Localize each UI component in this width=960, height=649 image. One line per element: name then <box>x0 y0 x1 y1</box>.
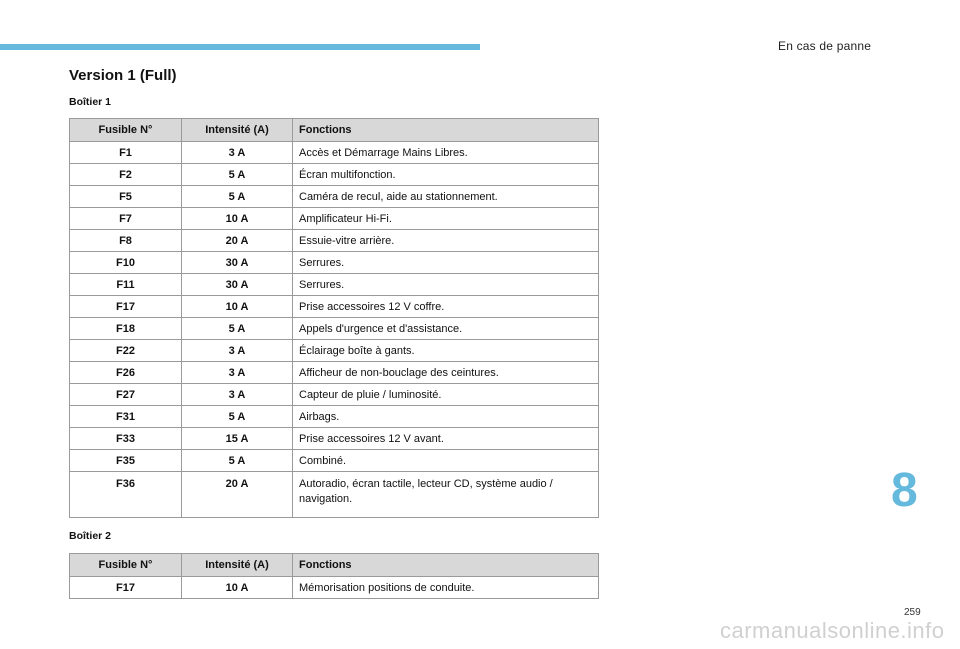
fuse-number-cell: F35 <box>70 450 182 472</box>
amperage-cell: 3 A <box>182 362 293 384</box>
function-cell: Éclairage boîte à gants. <box>293 340 599 362</box>
fuse-number-cell: F10 <box>70 252 182 274</box>
table-row <box>70 428 599 450</box>
column-header-functions: Fonctions <box>293 554 599 577</box>
table-row <box>70 274 599 296</box>
fuse-number-cell: F2 <box>70 164 182 186</box>
fuse-number-cell: F18 <box>70 318 182 340</box>
amperage-cell: 5 A <box>182 406 293 428</box>
table-row <box>70 208 599 230</box>
amperage-cell: 5 A <box>182 186 293 208</box>
table-row <box>70 186 599 208</box>
table-row <box>70 362 599 384</box>
amperage-cell: 20 A <box>182 472 293 518</box>
function-cell: Mémorisation positions de conduite. <box>293 577 599 599</box>
chapter-number: 8 <box>891 464 918 517</box>
column-header-functions: Fonctions <box>293 119 599 142</box>
fuse-number-cell: F7 <box>70 208 182 230</box>
fuse-number-cell: F1 <box>70 142 182 164</box>
box1-fuse-table <box>69 118 599 518</box>
fuse-number-cell: F33 <box>70 428 182 450</box>
table-row <box>70 577 599 599</box>
fuse-number-cell: F36 <box>70 472 182 518</box>
amperage-cell: 3 A <box>182 340 293 362</box>
function-cell: Prise accessoires 12 V coffre. <box>293 296 599 318</box>
fuse-number-cell: F22 <box>70 340 182 362</box>
table-row <box>70 164 599 186</box>
box2-fuse-table <box>69 553 599 599</box>
fuse-number-cell: F27 <box>70 384 182 406</box>
chapter-title: En cas de panne <box>778 39 872 53</box>
amperage-cell: 5 A <box>182 164 293 186</box>
watermark: carmanualsonline.info <box>720 618 945 643</box>
fuse-number-cell: F11 <box>70 274 182 296</box>
amperage-cell: 5 A <box>182 450 293 472</box>
column-header-amperage: Intensité (A) <box>182 119 293 142</box>
amperage-cell: 3 A <box>182 384 293 406</box>
function-cell: Accès et Démarrage Mains Libres. <box>293 142 599 164</box>
table-row <box>70 296 599 318</box>
table-row <box>70 384 599 406</box>
fuse-number-cell: F17 <box>70 577 182 599</box>
table-row <box>70 142 599 164</box>
function-cell: Capteur de pluie / luminosité. <box>293 384 599 406</box>
amperage-cell: 15 A <box>182 428 293 450</box>
table-row <box>70 340 599 362</box>
function-cell: Amplificateur Hi-Fi. <box>293 208 599 230</box>
fuse-number-cell: F26 <box>70 362 182 384</box>
function-cell: Essuie-vitre arrière. <box>293 230 599 252</box>
column-header-fuse: Fusible N° <box>70 554 182 577</box>
amperage-cell: 20 A <box>182 230 293 252</box>
function-cell: Afficheur de non-bouclage des ceintures. <box>293 362 599 384</box>
amperage-cell: 3 A <box>182 142 293 164</box>
function-cell: Serrures. <box>293 252 599 274</box>
table-header-row <box>70 554 599 577</box>
amperage-cell: 5 A <box>182 318 293 340</box>
page-number: 259 <box>904 607 921 618</box>
fuse-number-cell: F5 <box>70 186 182 208</box>
box2-label: Boîtier 2 <box>69 530 112 542</box>
column-header-amperage: Intensité (A) <box>182 554 293 577</box>
function-cell: Serrures. <box>293 274 599 296</box>
table-row <box>70 230 599 252</box>
function-cell: Caméra de recul, aide au stationnement. <box>293 186 599 208</box>
function-cell: Airbags. <box>293 406 599 428</box>
function-cell: Appels d'urgence et d'assistance. <box>293 318 599 340</box>
amperage-cell: 10 A <box>182 208 293 230</box>
table-row <box>70 318 599 340</box>
table-row <box>70 472 599 518</box>
table-row <box>70 252 599 274</box>
function-cell: Autoradio, écran tactile, lecteur CD, système audio / navigation. <box>293 472 599 518</box>
chapter-accent-bar <box>0 44 480 50</box>
column-header-fuse: Fusible N° <box>70 119 182 142</box>
amperage-cell: 10 A <box>182 296 293 318</box>
function-cell: Prise accessoires 12 V avant. <box>293 428 599 450</box>
amperage-cell: 30 A <box>182 274 293 296</box>
amperage-cell: 10 A <box>182 577 293 599</box>
box1-label: Boîtier 1 <box>69 96 112 108</box>
fuse-number-cell: F8 <box>70 230 182 252</box>
function-cell: Combiné. <box>293 450 599 472</box>
fuse-number-cell: F31 <box>70 406 182 428</box>
table-header-row <box>70 119 599 142</box>
table-row <box>70 406 599 428</box>
table-row <box>70 450 599 472</box>
fuse-number-cell: F17 <box>70 296 182 318</box>
function-cell: Écran multifonction. <box>293 164 599 186</box>
version-heading: Version 1 (Full) <box>69 67 177 84</box>
amperage-cell: 30 A <box>182 252 293 274</box>
